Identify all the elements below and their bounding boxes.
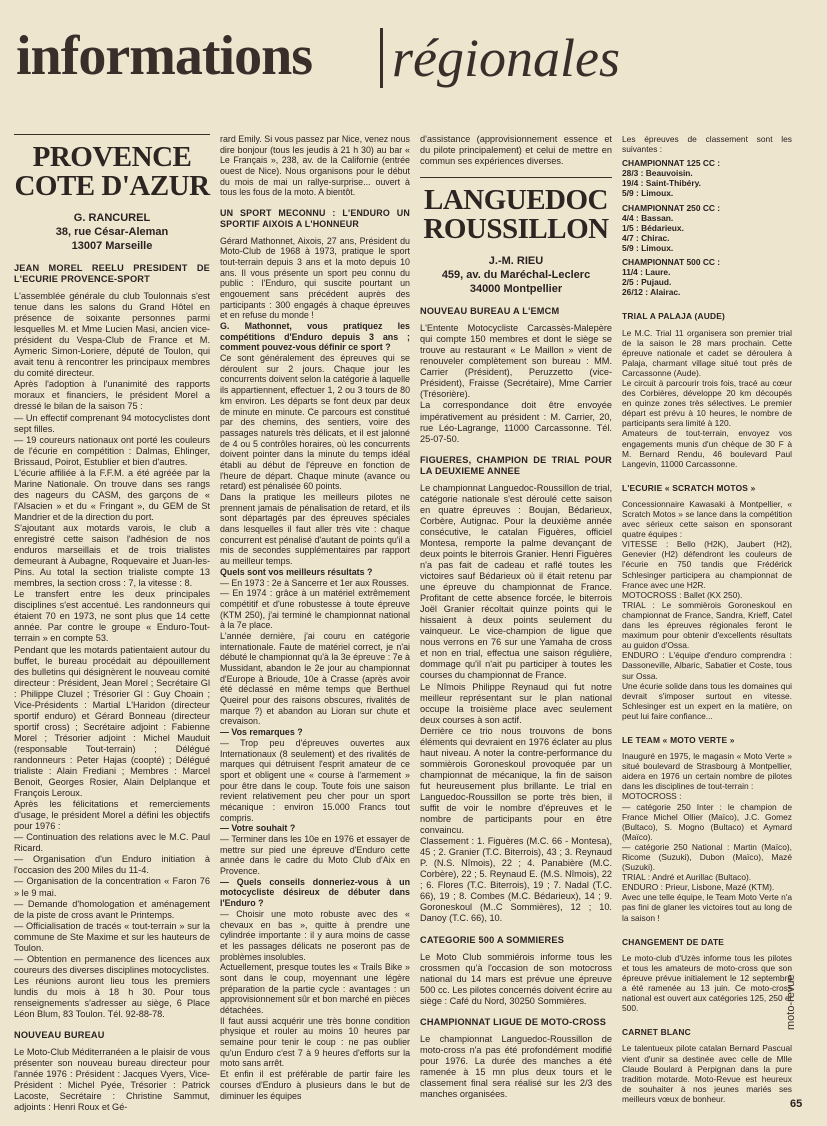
paragraph: — En 1973 : 2e à Sancerre et 1er aux Rousses. bbox=[220, 577, 409, 588]
contact-block bbox=[14, 211, 210, 253]
paragraph: Amateurs de tout-terrain, envoyez vos engagements munis d'un chèque de 30 F à M. Bernard Rendu, 46 boulevard Paul Langevin, 11000 Carcassonne. bbox=[622, 428, 792, 469]
paragraph: Dans la pratique les meilleurs pilotes ne prennent jamais de pénalisation de retard, et ils sont départagés par des épreuves spéciales dans lesquelles il faut aller très vite : chaque concurrent est pénalisé d'autant de points qu'il a mis de secondes supplémentaires par rapport au meilleur temps. bbox=[220, 492, 410, 567]
paragraph: — Organisation d'un Enduro initiation à l'occasion des 200 Miles du 11-4. bbox=[14, 854, 210, 876]
article-headline: L'ECURIE « SCRATCH MOTOS » bbox=[622, 482, 756, 493]
page-number: 65 bbox=[790, 1098, 803, 1110]
column-right bbox=[622, 134, 792, 1104]
paragraph: ENDURO : L'équipe d'enduro comprendra : Dassoneville, Albaric, Sabatier et Coste, tous sur Ossa. bbox=[622, 650, 792, 681]
paragraph: La correspondance doit être envoyée impérativement au président : M. Carrier, 20, rue Léo-Lagrange, 11000 Carcassonne. Tél. 25-07-50. bbox=[420, 400, 612, 444]
paragraph: d'assistance (approvisionnement essence et du pilote principalement) et celui de mettre en commun ses expériences diverses. bbox=[420, 134, 612, 167]
contact-line: 38, rue César-Aleman bbox=[55, 226, 169, 238]
region-title-languedoc: LANGUEDOC ROUSSILLON bbox=[423, 184, 609, 246]
paragraph: L'Entente Motocycliste Carcassès-Malepère qui compte 150 membres et dont le siège se trouve au restaurant « Le Maillon » vient de renouveler complètement son bureau : MM. Carrier (Président), Peruzzetto (vice-Président), Fraisse (Secrétaire), Mme Carrier (Trésorière). bbox=[420, 323, 612, 400]
paragraph: — Organisation de la concentration « Faron 76 » le 9 mai. bbox=[14, 876, 210, 898]
list-item: 4/7 : Chirac. bbox=[622, 232, 670, 243]
region-title-provence: PROVENCE COTE D'AZUR bbox=[14, 141, 210, 202]
masthead-divider bbox=[380, 28, 383, 88]
contact-block bbox=[420, 254, 612, 296]
paragraph: Le championnat Languedoc-Roussillon de moto-cross n'a pas été profondément modifié pour 1976. La durée des manches a été ramenée à 15 mn plus deux tours et le classement final sera réalisé sur les 2/3 des manches organisées. bbox=[420, 1033, 612, 1099]
list-item: 5/9 : Limoux. bbox=[622, 242, 674, 253]
paragraph: Le moto-club d'Uzès informe tous les pilotes et tous les amateurs de moto-cross que son épreuve prévue initialement le 12 septembre a été ramenée au 13 juin. Ce moto-cross national est ouvert aux catégories 125, 250 et 500. bbox=[622, 952, 792, 1014]
list-item: 5/9 : Limoux. bbox=[622, 188, 674, 199]
paragraph: Avec une telle équipe, le Team Moto Verte n'a pas fini de glaner les victoires tout au long de la saison ! bbox=[622, 892, 792, 923]
paragraph: — Vos remarques ? bbox=[220, 727, 303, 738]
paragraph: Les réunions auront lieu tous les premiers lundis du mois à 18 h 30. Pour tous renseignements s'adresser au siège, 6 Place Léon Blum, 83 Toulon. Tél. 92-88-78. bbox=[14, 975, 210, 1020]
contact-line: G. RANCUREL bbox=[73, 212, 151, 224]
divider bbox=[14, 134, 210, 135]
paragraph: VITESSE : Bello (H2K), Jaubert (H2), Genevier (H2) défendront les couleurs de l'écurie en 750 tandis que Frédérick Schlesinger participera au championnat de France avec une H2R. bbox=[622, 539, 792, 590]
paragraph: L'assemblée générale du club Toulonnais s'est tenue dans les salons du Grand Hôtel en présence de soixante personnes parmi lesquelles M. et Mme Lucien Masi, ancien vice-président du Vespa-Club de France et M. Aymeric Simon-Loriere, député de Toulon, qui avait tenu à rencontrer les principaux membres du comité directeur. bbox=[14, 291, 210, 379]
paragraph: Le Moto Club sommiérois informe tous les crossmen qu'à l'occasion de son motocross national du 14 mars est prévue une épreuve 500 cc. Les pilotes concernés doivent écrire au siège : Café du Nord, 30250 Sommières. bbox=[420, 951, 612, 1006]
paragraph: — Un effectif comprenant 94 motocyclistes dont sept filles. bbox=[14, 412, 210, 434]
paragraph: — Demande d'homologation et aménagement de la piste de cross avant le Printemps. bbox=[14, 898, 210, 920]
list-item: 1/5 : Bédarieux. bbox=[622, 222, 684, 233]
paragraph: — Votre souhait ? bbox=[220, 823, 296, 834]
paragraph: Le transfert entre les deux principales disciplines s'est accentué. Les randonneurs qui étaient 70 en 1973, ne sont plus que 14 cette année. Par contre le groupe « Enduro-Tout-terrain » en compte 53. bbox=[14, 589, 210, 644]
article-body bbox=[14, 291, 210, 1020]
contact-line: 13007 Marseille bbox=[71, 240, 153, 252]
paragraph: Pendant que les motards patientaient autour du buffet, le bureau procédait au dépouillement des bulletins qui désignèrent le nouveau comité directeur : Président, Jean Morel ; Secrétaire Gl : Philippe Cluzel ; Trésorier Gl : Guy Choain ; Vice-Présidents : Martial L'Haridon (directeur sportif enduro) et Gérard Bonneau (directeur sportif cross) ; Secrétaire adjoint : Fabienne Morel ; Trésorier adjoint : Michel Mauduit (responsable Tout-terrain) ; Délégué randonneurs : Peter Hajas (coopté) ; Délégué trialiste : Alain Frediani ; Membres : Marcel Benoit, Georges Rosier, Alain Delplanque et François Leroux. bbox=[14, 644, 210, 799]
paragraph: Concessionnaire Kawasaki à Montpellier, « Scratch Motos » se lance dans la compétition avec sérieux cette saison en sponsorant quatre équipes : bbox=[622, 498, 792, 540]
paragraph: ENDURO : Prieur, Lisbone, Mazé (KTM). bbox=[622, 882, 775, 893]
paragraph: Les épreuves de classement sont les suivantes : bbox=[622, 134, 792, 155]
championship-title: CHAMPIONNAT 125 CC : bbox=[622, 158, 721, 169]
article-headline: CATEGORIE 500 A SOMMIERES bbox=[420, 934, 565, 945]
paragraph: Le Nîmois Philippe Reynaud qui fut notre meilleur représentant sur le plan national occupe la troisième place avec seulement deux courses à son actif. bbox=[420, 681, 612, 725]
contact-line: 459, av. du Maréchal-Leclerc bbox=[441, 269, 591, 282]
paragraph: MOTOCROSS : Ballet (KX 250). bbox=[622, 589, 743, 600]
contact-line: J.-M. RIEU bbox=[488, 255, 544, 268]
paragraph: — catégorie 250 Inter : le champion de France Michel Ollier (Maïco), J.C. Gomez (Bultaco), S. Mogno (Bultaco) et Aymard (Maïco). bbox=[622, 801, 792, 842]
masthead bbox=[14, 22, 674, 94]
paragraph: TRIAL : André et Aurillac (Bultaco). bbox=[622, 872, 752, 883]
paragraph: — catégorie 250 National : Martin (Maïco), Ricome (Suzuki), Dubon (Maïco), Mazé (Suzuki). bbox=[622, 841, 792, 873]
paragraph: — Quels conseils donneriez-vous à un motocycliste désireux de débuter dans l'Enduro ? bbox=[220, 876, 410, 909]
paragraph: — Continuation des relations avec le M.C. Paul Ricard. bbox=[14, 832, 210, 854]
paragraph: TRIAL : Le sommièrois Goroneskoul en championnat de France, Sandra, Krieff, Catel dans les épreuves régionales feront le maximum pour obtenir d'excellents résultats au guidon d'Ossa. bbox=[622, 599, 792, 651]
paragraph: Gérard Mathonnet, Aixois, 27 ans, Président du Moto-Club de 1968 à 1973, pratique le sport tout-terrain depuis 3 ans et la moto depuis 10 ans. Il vous présente un sport peu connu du public : l'Enduro, qui suscite pourtant un engouement sans précédent auprès des participants : 300 engagés à chaque épreuves et en refuse du monde ! bbox=[220, 235, 410, 321]
paragraph: Il faut aussi acquérir une très bonne condition physique et rouler au moins 10 heures par semaine pour tenir le coup : ne pas oublier qu'un Enduro c'est 7 à 9 heures d'efforts sur la moto sans arrêt. bbox=[220, 1015, 410, 1069]
paragraph: Après l'adoption à l'unanimité des rapports moraux et financiers, le président Morel a dressé le bilan de la saison 75 : bbox=[14, 379, 210, 412]
list-item: 19/4 : Saint-Thibéry. bbox=[622, 178, 701, 189]
contact-line: 34000 Montpellier bbox=[469, 283, 563, 296]
paragraph: Le M.C. Trial 11 organisera son premier trial de la saison le 28 mars prochain. Cette épreuve nationale et cadet se déroulera à Palaja, charmant village situé tout près de Carcassonne (Aude). bbox=[622, 327, 792, 378]
article-headline: JEAN MOREL REELU PRESIDENT DE L'ECURIE PROVENCE-SPORT bbox=[14, 263, 210, 284]
championship-list bbox=[622, 158, 792, 297]
list-item: 26/12 : Alairac. bbox=[622, 287, 681, 298]
magazine-name: moto-revue bbox=[785, 974, 797, 1030]
list-item: 4/4 : Bassan. bbox=[622, 212, 674, 223]
paragraph: L'année dernière, j'ai couru en catégorie internationale. Faute de matériel correct, je n'ai débuté le championnat qu'à la 3e épreuve : 7e à Mussidant, abandon le 2e jour au championnat d'Europe à Brioude, 10e à Crasse (après avoir été déclassé en même temps que Berthuel Queirel pour des raisons obscures, rivalités de marque ?) et abandon au Lioran sur chute et crevaison. bbox=[220, 630, 410, 727]
paragraph: — En 1974 : grâce à un matériel extrêmement compétitif et d'une robustesse à toute épreuve (KTM 250), j'ai terminé le championnat national à la 7e place. bbox=[220, 588, 410, 631]
championship-title: CHAMPIONNAT 250 CC : bbox=[622, 202, 721, 213]
paragraph: G. Mathonnet, vous pratiquez les compétitions d'Enduro depuis 3 ans ; comment pouvez-vous définir ce sport ? bbox=[220, 321, 410, 353]
masthead-title-right: régionales bbox=[392, 28, 620, 88]
paragraph: MOTOCROSS : bbox=[622, 791, 682, 802]
article-headline: NOUVEAU BUREAU A L'EMCM bbox=[420, 306, 560, 317]
paragraph: Quels sont vos meilleurs résultats ? bbox=[220, 566, 373, 577]
article-headline: CARNET BLANC bbox=[622, 1027, 691, 1038]
article-headline: TRIAL A PALAJA (AUDE) bbox=[622, 311, 725, 322]
article-headline: CHANGEMENT DE DATE bbox=[622, 936, 725, 947]
list-item: 28/3 : Beauvoisin. bbox=[622, 168, 693, 179]
list-item: 11/4 : Laure. bbox=[622, 267, 671, 278]
paragraph: — Trop peu d'épreuves ouvertes aux Internationaux (8 seulement) et des rivalités de marques qui détruisent l'esprit amateur de ce sport et obligent une « course à l'armement » pour être dans le coup. Toute fois une saison revient relativement peu cher pour un sport mécanique : environ 15.000 Francs tout compris. bbox=[220, 737, 410, 823]
paragraph: Le circuit à parcourir trois fois, tracé au cœur des Corbières, développe 20 km découpés en quinze zones très sélectives. Le premier départ est prévu à 10 heures, le nombre de participants sera limité à 120. bbox=[622, 377, 792, 429]
masthead-title-left: informations bbox=[16, 25, 312, 87]
paragraph: Actuellement, presque toutes les « Trails Bike » sont dans le coup, moyennant une légère préparation de la partie cycle : avantages : un approvisionnement sûr et bon marché en pièces détachées. bbox=[220, 962, 410, 1015]
paragraph: — Terminer dans les 10e en 1976 et essayer de mettre sur pied une épreuve d'Enduro cette année dans le cadre du Moto Club d'Aix en Provence. bbox=[220, 834, 410, 877]
paragraph: Derrière ce trio nous trouvons de bons éléments qui devraient en 1976 éclater au plus haut niveau. A noter la contre-performance du sommièrois Goroneskoul provoquée par un championnat de mécanique, la fin de saison fut heureusement plus brillante. Le trial en Languedoc-Roussillon se porte très bien, il suffit de voir le nombre d'épreuves et le nombre de participants pour en être convaincu. bbox=[420, 725, 612, 836]
article-headline: UN SPORT MECONNU : L'ENDURO UN SPORTIF AIXOIS A L'HONNEUR bbox=[220, 208, 410, 229]
paragraph: rard Emily. Si vous passez par Nice, venez nous dire bonjour (tous les jeudis à 21 h 30) au bar « Le Français », 238, av. de la Californie (entrée ouest de Nice). Nous organisons pour le début du mois de mai un rallye-surprise... ouvert à tous les fous de la moto. A bientôt. bbox=[220, 134, 410, 198]
championship-title: CHAMPIONNAT 500 CC : bbox=[622, 257, 721, 268]
paragraph: Le talentueux pilote catalan Bernard Pascual vient d'unir sa destinée avec celle de Mlle Claude Boulard à Perpignan dans la pure tradition motarde. Moto-Revue est heureux de souhaiter à nos jeunes mariés ses meilleurs vœux de bonheur. bbox=[622, 1043, 792, 1104]
paragraph: — Obtention en permanence des licences aux coureurs des diverses disciplines motocyclistes. bbox=[14, 953, 210, 975]
article-headline: LE TEAM « MOTO VERTE » bbox=[622, 734, 735, 745]
column-languedoc bbox=[420, 134, 612, 1100]
paragraph: — Choisir une moto robuste avec des « chevaux en bas », quitte à prendre une cylindrée importante : il y aura moins de casse et les passages délicats ne poseront pas de problèmes insolubles. bbox=[220, 908, 410, 962]
paragraph: Ce sont généralement des épreuves qui se déroulent sur 2 jours. Chaque jour les concurrents doivent selon la catégorie à laquelle ils appartiennent, effectuer 1, 2 ou 3 tours de 80 km environ. Les départs se font deux par deux de minute en minute. Ce parcours est constitué par des chemins, des sentiers, voire des passages naturels très délicats, et il est jalonné de 4 ou 5 contrôles horaires, où les concurrents doivent pointer dans la minute du temps idéal établi au début de l'épreuve en fonction de l'heure de départ. Chaque minute (avance ou retard) est pénalisée 60 points. bbox=[220, 353, 410, 492]
paragraph: — Officialisation de tracés « tout-terrain » sur la commune de Ste Maxime et sur les hauteurs de Toulon. bbox=[14, 920, 210, 953]
article-headline: CHAMPIONNAT LIGUE DE MOTO-CROSS bbox=[420, 1016, 607, 1027]
paragraph: Inauguré en 1975, le magasin « Moto Verte » situé boulevard de Strasbourg à Montpellier, aidera en 1976 un certain nombre de pilotes dans les disciplines de tout-terrain : bbox=[622, 751, 792, 792]
column-enduro bbox=[220, 134, 410, 1101]
paragraph: Le Moto-Club Méditerranéen a le plaisir de vous présenter son nouveau bureau directeur pour l'année 1976 : Président : Jacques Vyers, Vice-Président : Michel Pyée, Trésorier : Patrick Lacoste, Secrétaire : Christine Sammut, adjoints : Henri Roux et Gé- bbox=[14, 1047, 210, 1113]
paragraph: Le championnat Languedoc-Roussillon de trial, catégorie nationale s'est déroulé cette saison en quatre épreuves : Boujan, Bédarieux, Corbère, Autignac. Pour la deuxième année consécutive, le catalan Figuères, officiel Montesa, remporte la palme devançant de deux points le biterrois Granier. Henri Figuères n'a pas fait de cadeau et raflé toutes les victoires sauf Bédarieux où il était retenu par une épreuve du championnat de France. Profitant de cette absence forcée, le biterrois Joël Granier récoltait quinze points qui le hissaient à deux points seulement du vainqueur. Le vice-champion de ligue que nous verrons en 76 sur une Yamaha de cross et non en trial, effectua une saison régulière, dommage qu'il n'ait pu participer à toutes les courses du championnat de France. bbox=[420, 482, 612, 681]
article-body bbox=[14, 1047, 210, 1113]
article-body bbox=[220, 236, 410, 1102]
article-headline: NOUVEAU BUREAU bbox=[14, 1030, 105, 1041]
column-provence bbox=[14, 128, 210, 1113]
paragraph: Une écurie solide dans tous les domaines qui devrait s'imposer surtout en vitesse. Schlesinger est un expert en la matière, on peut lui faire confiance... bbox=[622, 680, 792, 721]
paragraph: — 19 coureurs nationaux ont porté les couleurs de l'écurie en compétition : Dalmas, Ehlinger, Brissaud, Poirot, Estublier et bien d'autres. bbox=[14, 434, 210, 467]
list-item: 2/5 : Pujaud. bbox=[622, 277, 672, 288]
divider bbox=[420, 177, 612, 178]
paragraph: Et enfin il est préférable de partir faire les courses d'Enduro à plusieurs dans le but de diminuer les équipes bbox=[220, 1069, 410, 1101]
paragraph: Après les félicitations et remerciements d'usage, le président Morel a défini les objectifs pour 1976 : bbox=[14, 799, 210, 832]
paragraph: Classement : 1. Figuères (M.C. 66 - Montesa), 45 ; 2. Granier (T.C. Biterrois), 43 ; 3. Reynaud P. (N.S. Nîmois), 22 ; 4. Panabière (M.C. Corbère), 22 ; 5. Reynaud E. (M.S. Nîmois), 22 ; 6. Flores (T.C. Biterrois), 19 ; 7. Nadal (T.C. 66), 19 ; 8. Combes (M.C. Bédarieux), 14 ; 9. Goroneskoul (M..C Sommières), 12 ; 10. Danoy (T.C. 66), 10. bbox=[420, 836, 612, 924]
paragraph: S'ajoutant aux motards varois, le club a enregistré cette saison l'adhésion de nos enduros marseillais et de trois trialistes demeurant à Aubagne, Roquevaire et Juan-les-Pins. Au total la section trialiste compte 13 membres, la section cross : 7, la vitesse : 8. bbox=[14, 522, 210, 589]
article-headline: FIGUERES, CHAMPION DE TRIAL POUR LA DEUXIEME ANNEE bbox=[420, 454, 612, 476]
paragraph: L'écurie affiliée à la F.F.M. a été agréée par la Marine Nationale. On trouve dans ses rangs des nageurs du CASM, des garçons de « l'Alsacien » et du « Fringant », du GEM de St Mandrier et de la direction du port. bbox=[14, 467, 210, 522]
